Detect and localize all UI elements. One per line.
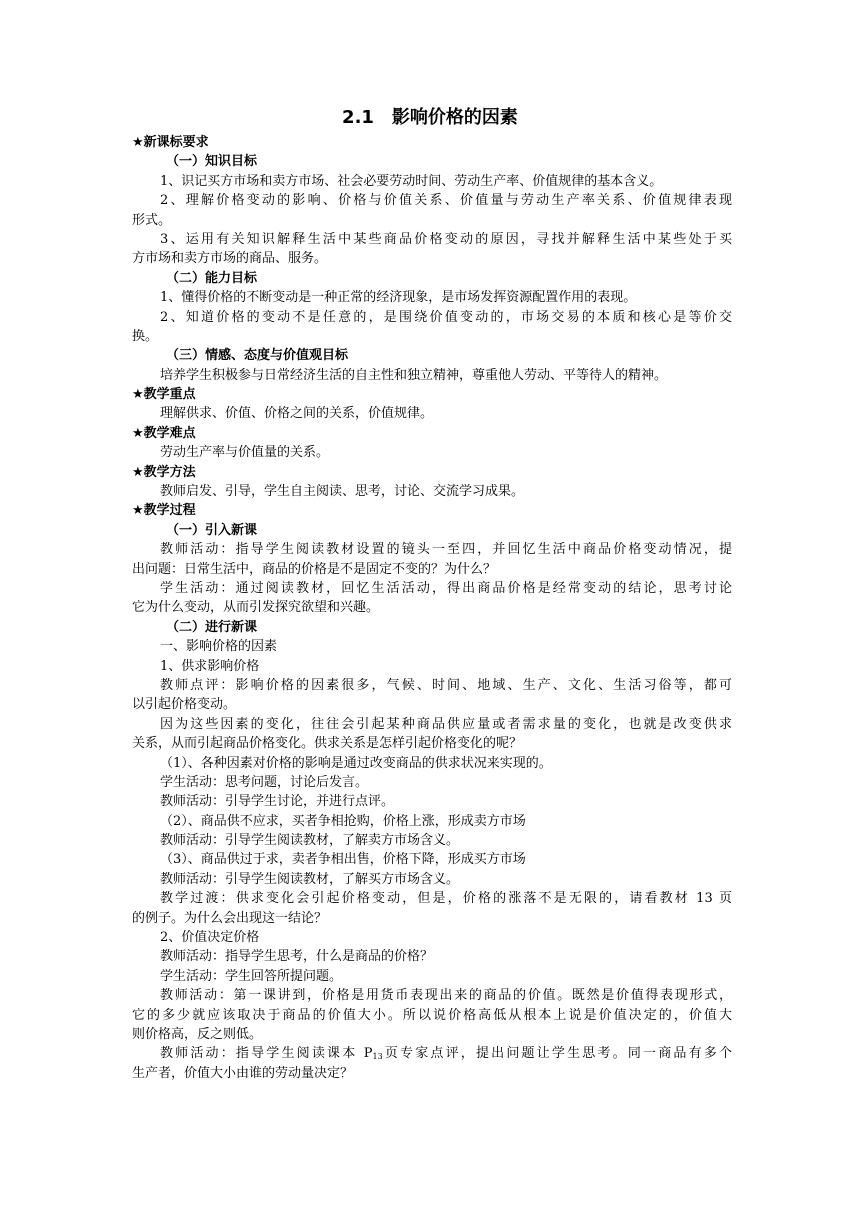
subsection-heading: （三）情感、态度与价值观目标 <box>166 348 349 364</box>
paragraph-line: 出问题：日常生活中，商品的价格是不是固定不变的？为什么？ <box>132 561 497 577</box>
paragraph-line: 它的多少就应该取决于商品的价值大小。所以说价格高低从根本上说是价值决定的，价值大 <box>132 1007 732 1023</box>
paragraph-line: 教师活动：第一课讲到，价格是用货币表现出来的商品的价值。既然是价值得表现形式， <box>160 988 732 1004</box>
document-body <box>132 133 732 1083</box>
section-heading: ★教学重点 <box>132 387 196 403</box>
section-heading: ★教学方法 <box>132 464 196 480</box>
subsection-heading: （二）进行新课 <box>166 619 258 635</box>
paragraph-line: 方市场和卖方市场的商品、服务。 <box>132 251 328 267</box>
subsection-heading: （一）知识目标 <box>166 154 258 170</box>
paragraph-line: 学生活动：通过阅读教材，回忆生活活动，得出商品价格是经常变动的结论，思考讨论 <box>160 580 732 596</box>
paragraph-line: 1、识记买方市场和卖方市场、社会必要劳动时间、劳动生产率、价值规律的基本含义。 <box>160 173 663 189</box>
paragraph-line: 1、供求影响价格 <box>160 658 260 674</box>
paragraph-line: 它为什么变动，从而引发探究欲望和兴趣。 <box>132 600 380 616</box>
paragraph-line: 理解供求、价值、价格之间的关系，价值规律。 <box>160 406 434 422</box>
paragraph-line: 教师活动：引导学生阅读教材，了解卖方市场含义。 <box>160 833 460 849</box>
paragraph-line: 以引起价格变动。 <box>132 697 237 713</box>
paragraph-line: 1、懂得价格的不断变动是一种正常的经济现象，是市场发挥资源配置作用的表现。 <box>160 290 637 306</box>
paragraph-line: 关系，从而引起商品价格变化。供求关系是怎样引起价格变化的呢？ <box>132 736 523 752</box>
paragraph-text: 教师活动：指导学生阅读课本 P <box>160 1046 373 1062</box>
paragraph-line <box>132 1044 732 1063</box>
paragraph-line: 因为这些因素的变化，往往会引起某种商品供应量或者需求量的变化，也就是改变供求 <box>160 716 732 732</box>
paragraph-line: 学生活动：思考问题，讨论后发言。 <box>160 774 369 790</box>
paragraph-line: 3、运用有关知识解释生活中某些商品价格变动的原因，寻找并解释生活中某些处于买 <box>160 231 732 247</box>
paragraph-line: 2、理解价格变动的影响、价格与价值关系、价值量与劳动生产率关系、价值规律表现 <box>160 193 732 209</box>
page-title: 2.1 影响价格的因素 <box>342 107 518 128</box>
subsection-heading: （一）引入新课 <box>166 522 258 538</box>
paragraph-line: 2、知道价格的变动不是任意的，是围绕价值变动的，市场交易的本质和核心是等价交 <box>160 309 732 325</box>
paragraph-line: 换。 <box>132 328 159 344</box>
paragraph-line: 生产者，价值大小由谁的劳动量决定？ <box>132 1065 354 1081</box>
paragraph-line: 2、价值决定价格 <box>160 930 260 946</box>
paragraph-line: （1）、各种因素对价格的影响是通过改变商品的供求状况来实现的。 <box>160 755 552 771</box>
paragraph-line: 则价格高，反之则低。 <box>132 1026 263 1042</box>
paragraph-text: 页专家点评，提出问题让学生思考。同一商品有多个 <box>382 1046 732 1062</box>
paragraph-line: 教师启发、引导，学生自主阅读、思考，讨论、交流学习成果。 <box>160 484 525 500</box>
paragraph-line: 一、影响价格的因素 <box>160 639 278 655</box>
paragraph-line: 形式。 <box>132 212 172 228</box>
paragraph-line: 的例子。为什么会出现这一结论？ <box>132 910 328 926</box>
paragraph-line: （3）、商品供过于求，卖者争相出售，价格下降，形成买方市场 <box>160 852 526 868</box>
paragraph-line: 教师点评：影响价格的因素很多，气候、时间、地域、生产、文化、生活习俗等，都可 <box>160 677 732 693</box>
paragraph-line: 教师活动：指导学生思考，什么是商品的价格？ <box>160 949 434 965</box>
paragraph-line: 教师活动：指导学生阅读教材设置的镜头一至四，并回忆生活中商品价格变动情况，提 <box>160 542 732 558</box>
paragraph-line: 学生活动：学生回答所提问题。 <box>160 968 343 984</box>
section-heading: ★教学难点 <box>132 425 196 441</box>
section-heading: ★新课标要求 <box>132 135 209 150</box>
subsection-heading: （二）能力目标 <box>166 270 258 286</box>
paragraph-line: 教师活动：引导学生阅读教材，了解买方市场含义。 <box>160 871 460 887</box>
paragraph-line: （2）、商品供不应求，买者争相抢购，价格上涨，形成卖方市场 <box>160 813 526 829</box>
paragraph-line: 培养学生积极参与日常经济生活的自主性和独立精神，尊重他人劳动、平等待人的精神。 <box>160 367 668 383</box>
page-subscript: 13 <box>372 1052 383 1062</box>
section-heading: ★教学过程 <box>132 503 196 519</box>
paragraph-line: 教学过渡：供求变化会引起价格变动，但是，价格的涨落不是无限的，请看教材 13 页 <box>160 891 732 907</box>
paragraph-line: 教师活动：引导学生讨论，并进行点评。 <box>160 794 395 810</box>
paragraph-line: 劳动生产率与价值量的关系。 <box>160 445 330 461</box>
